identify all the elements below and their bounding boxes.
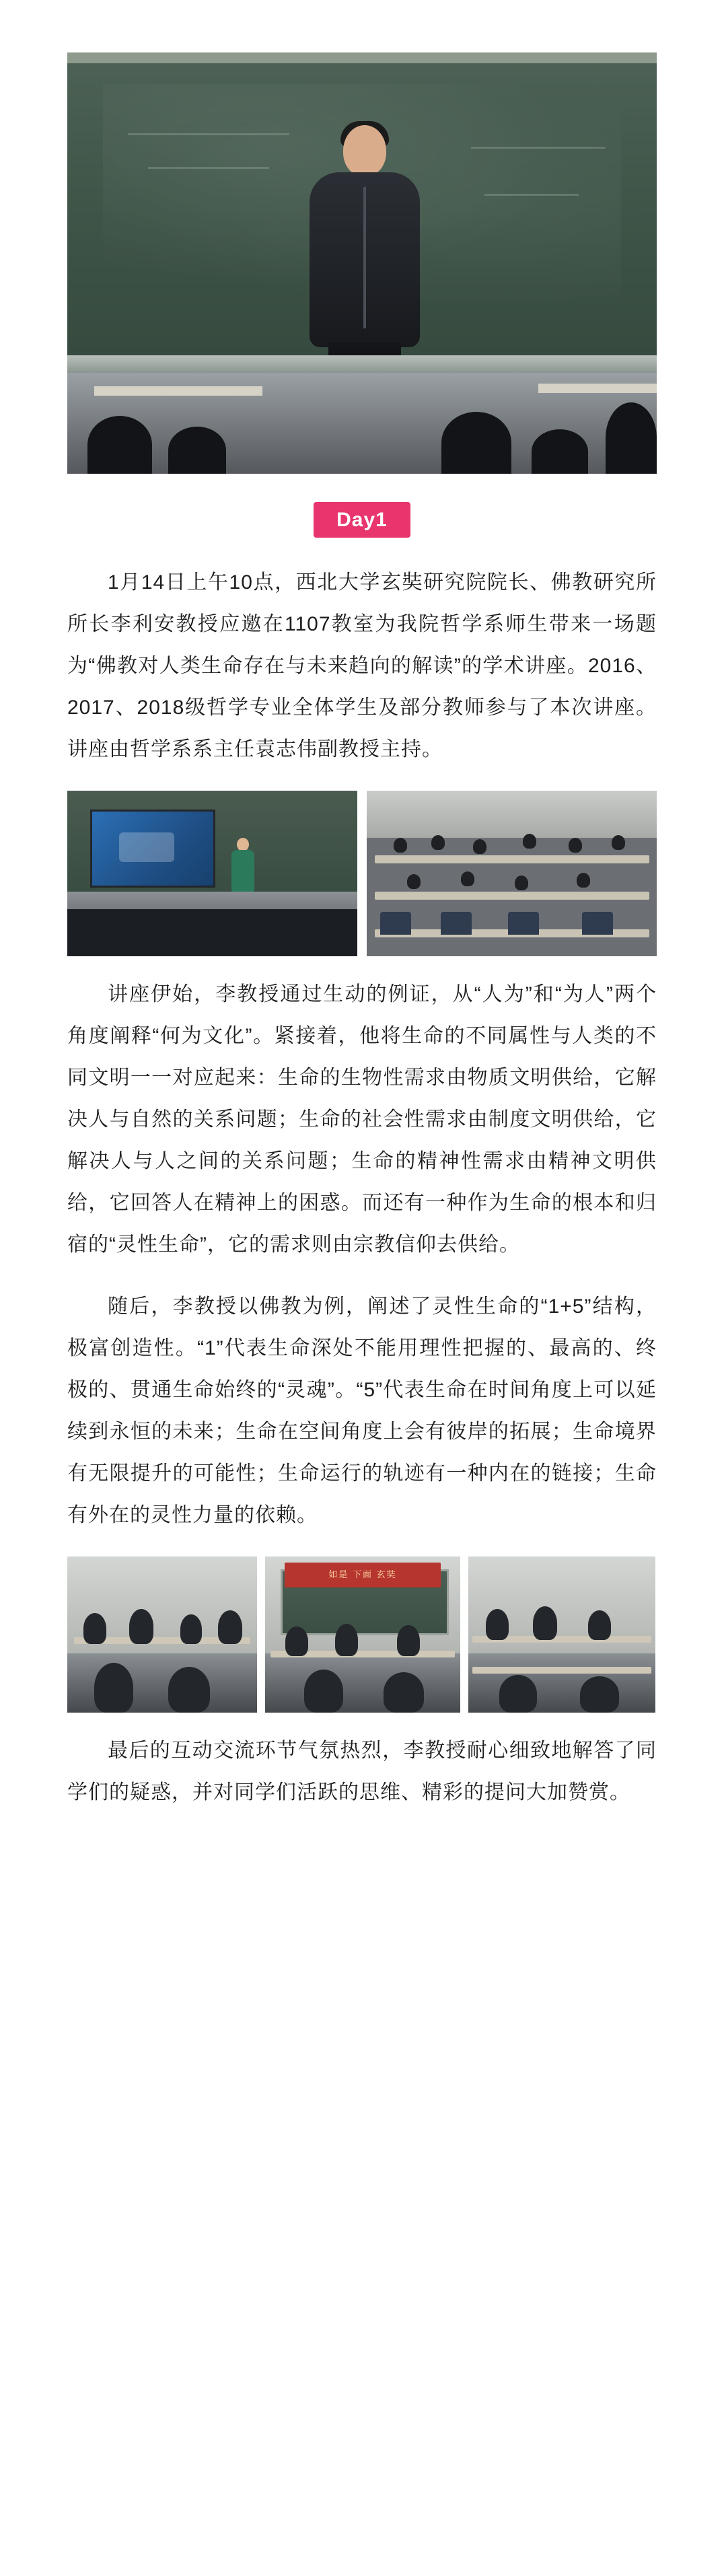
foreground-audience [67, 909, 357, 956]
classroom-banner-photo [265, 1557, 460, 1713]
chalk-mark [148, 167, 269, 169]
red-banner [285, 1563, 441, 1587]
student-head [569, 838, 582, 853]
student-figure [304, 1670, 343, 1713]
student-head [431, 835, 445, 850]
qa-session-photo [468, 1557, 655, 1713]
student-desk [472, 1667, 651, 1674]
chalk-mark [471, 147, 606, 149]
classroom-seat [441, 912, 472, 935]
audience-silhouette [441, 412, 511, 474]
classroom-floor [265, 1653, 460, 1713]
day-badge: Day1 [314, 502, 410, 538]
paragraph-3: 随后，李教授以佛教为例，阐述了灵性生命的“1+5”结构，极富创造性。“1”代表生命深处不能用理性把握的、最高的、终极的、贯通生命始终的“灵魂”。“5”代表生命在时间角度上可以延续到永恒的未来；生命在空间角度上会有彼岸的拓展；生命境界有无限提升的可能性；生命运行的轨迹有一种内在的链接；生命有外在的灵性力量的依赖。 [67, 1295, 657, 1526]
student-head [394, 838, 407, 853]
paragraph-2: 讲座伊始，李教授通过生动的例证，从“人为”和“为人”两个角度阐释“何为文化”。紧接着，他将生命的不同属性与人类的不同文明一一对应起来：生命的生物性需求由物质文明供给，它解决人与自然的关系问题；生命的社会性需求由制度文明供给，它解决人与人之间的关系问题；生命的精神性需求由精神文明供给，它回答人在精神上的困惑。而还有一种作为生命的根本和归宿的“灵性生命”，它的需求则由宗教信仰去供给。 [67, 983, 657, 1256]
audience-silhouette [606, 402, 657, 474]
student-head [515, 875, 528, 890]
lecturer-at-blackboard-photo [67, 52, 657, 474]
chalk-ledge [67, 355, 657, 373]
audience-silhouette [168, 427, 226, 474]
student-figure [533, 1606, 557, 1640]
student-head [612, 835, 625, 850]
paragraph-4: 最后的互动交流环节气氛热烈，李教授耐心细致地解答了同学们的疑惑，并对同学们活跃的思维、精彩的提问大加赞赏。 [67, 1740, 657, 1803]
audience-silhouette [532, 429, 588, 474]
student-desk [375, 855, 649, 863]
paragraph-1: 1月14日上午10点，西北大学玄奘研究院院长、佛教研究所所长李利安教授应邀在1107教室为我院哲学系师生带来一场题为“佛教对人类生命存在与未来趋向的解读”的学术讲座。2016、2017、2018级哲学专业全体学生及部分教师参与了本次讲座。讲座由哲学系系主任袁志伟副教授主持。 [67, 571, 657, 760]
classroom-seat [380, 912, 411, 935]
student-head [577, 873, 590, 888]
banner-text: 如是 下面 玄奘 [328, 1569, 397, 1580]
photo-row-three [67, 1557, 657, 1713]
lecturer-figure [304, 125, 425, 381]
student-figure [499, 1675, 537, 1713]
student-figure [218, 1610, 242, 1644]
student-figure [335, 1624, 358, 1656]
audience-silhouette [87, 416, 152, 474]
student-head [461, 871, 474, 886]
student-head [407, 874, 421, 889]
front-desk [538, 384, 657, 393]
front-desk [94, 386, 262, 396]
student-figure [168, 1667, 210, 1713]
student-figure [384, 1672, 424, 1713]
speaker-head [237, 838, 249, 851]
student-figure [94, 1663, 133, 1713]
student-figure [180, 1614, 202, 1644]
student-figure [580, 1676, 619, 1713]
student-figure [285, 1626, 308, 1656]
audience-seats-photo [367, 791, 657, 956]
blackboard-frame [67, 52, 657, 63]
student-figure [397, 1625, 420, 1656]
projection-screen [90, 810, 215, 888]
classroom-students-photo [67, 1557, 257, 1713]
student-desk [375, 892, 649, 900]
student-figure [486, 1609, 509, 1640]
day-badge-container [67, 502, 657, 538]
classroom-floor [468, 1653, 655, 1713]
classroom-seat [582, 912, 613, 935]
speaker-with-projection-photo [67, 791, 357, 956]
photo-row-two [67, 791, 657, 956]
classroom-wall [367, 791, 657, 838]
lecturer-head [343, 125, 386, 176]
classroom-seat [508, 912, 539, 935]
student-head [523, 834, 536, 849]
chalk-mark [128, 133, 289, 135]
student-figure [129, 1609, 153, 1644]
speaker-body [231, 850, 254, 892]
student-head [473, 839, 486, 854]
student-figure [588, 1610, 611, 1640]
chalk-mark [484, 194, 579, 196]
jacket-zipper [363, 187, 366, 328]
student-figure [83, 1613, 106, 1644]
